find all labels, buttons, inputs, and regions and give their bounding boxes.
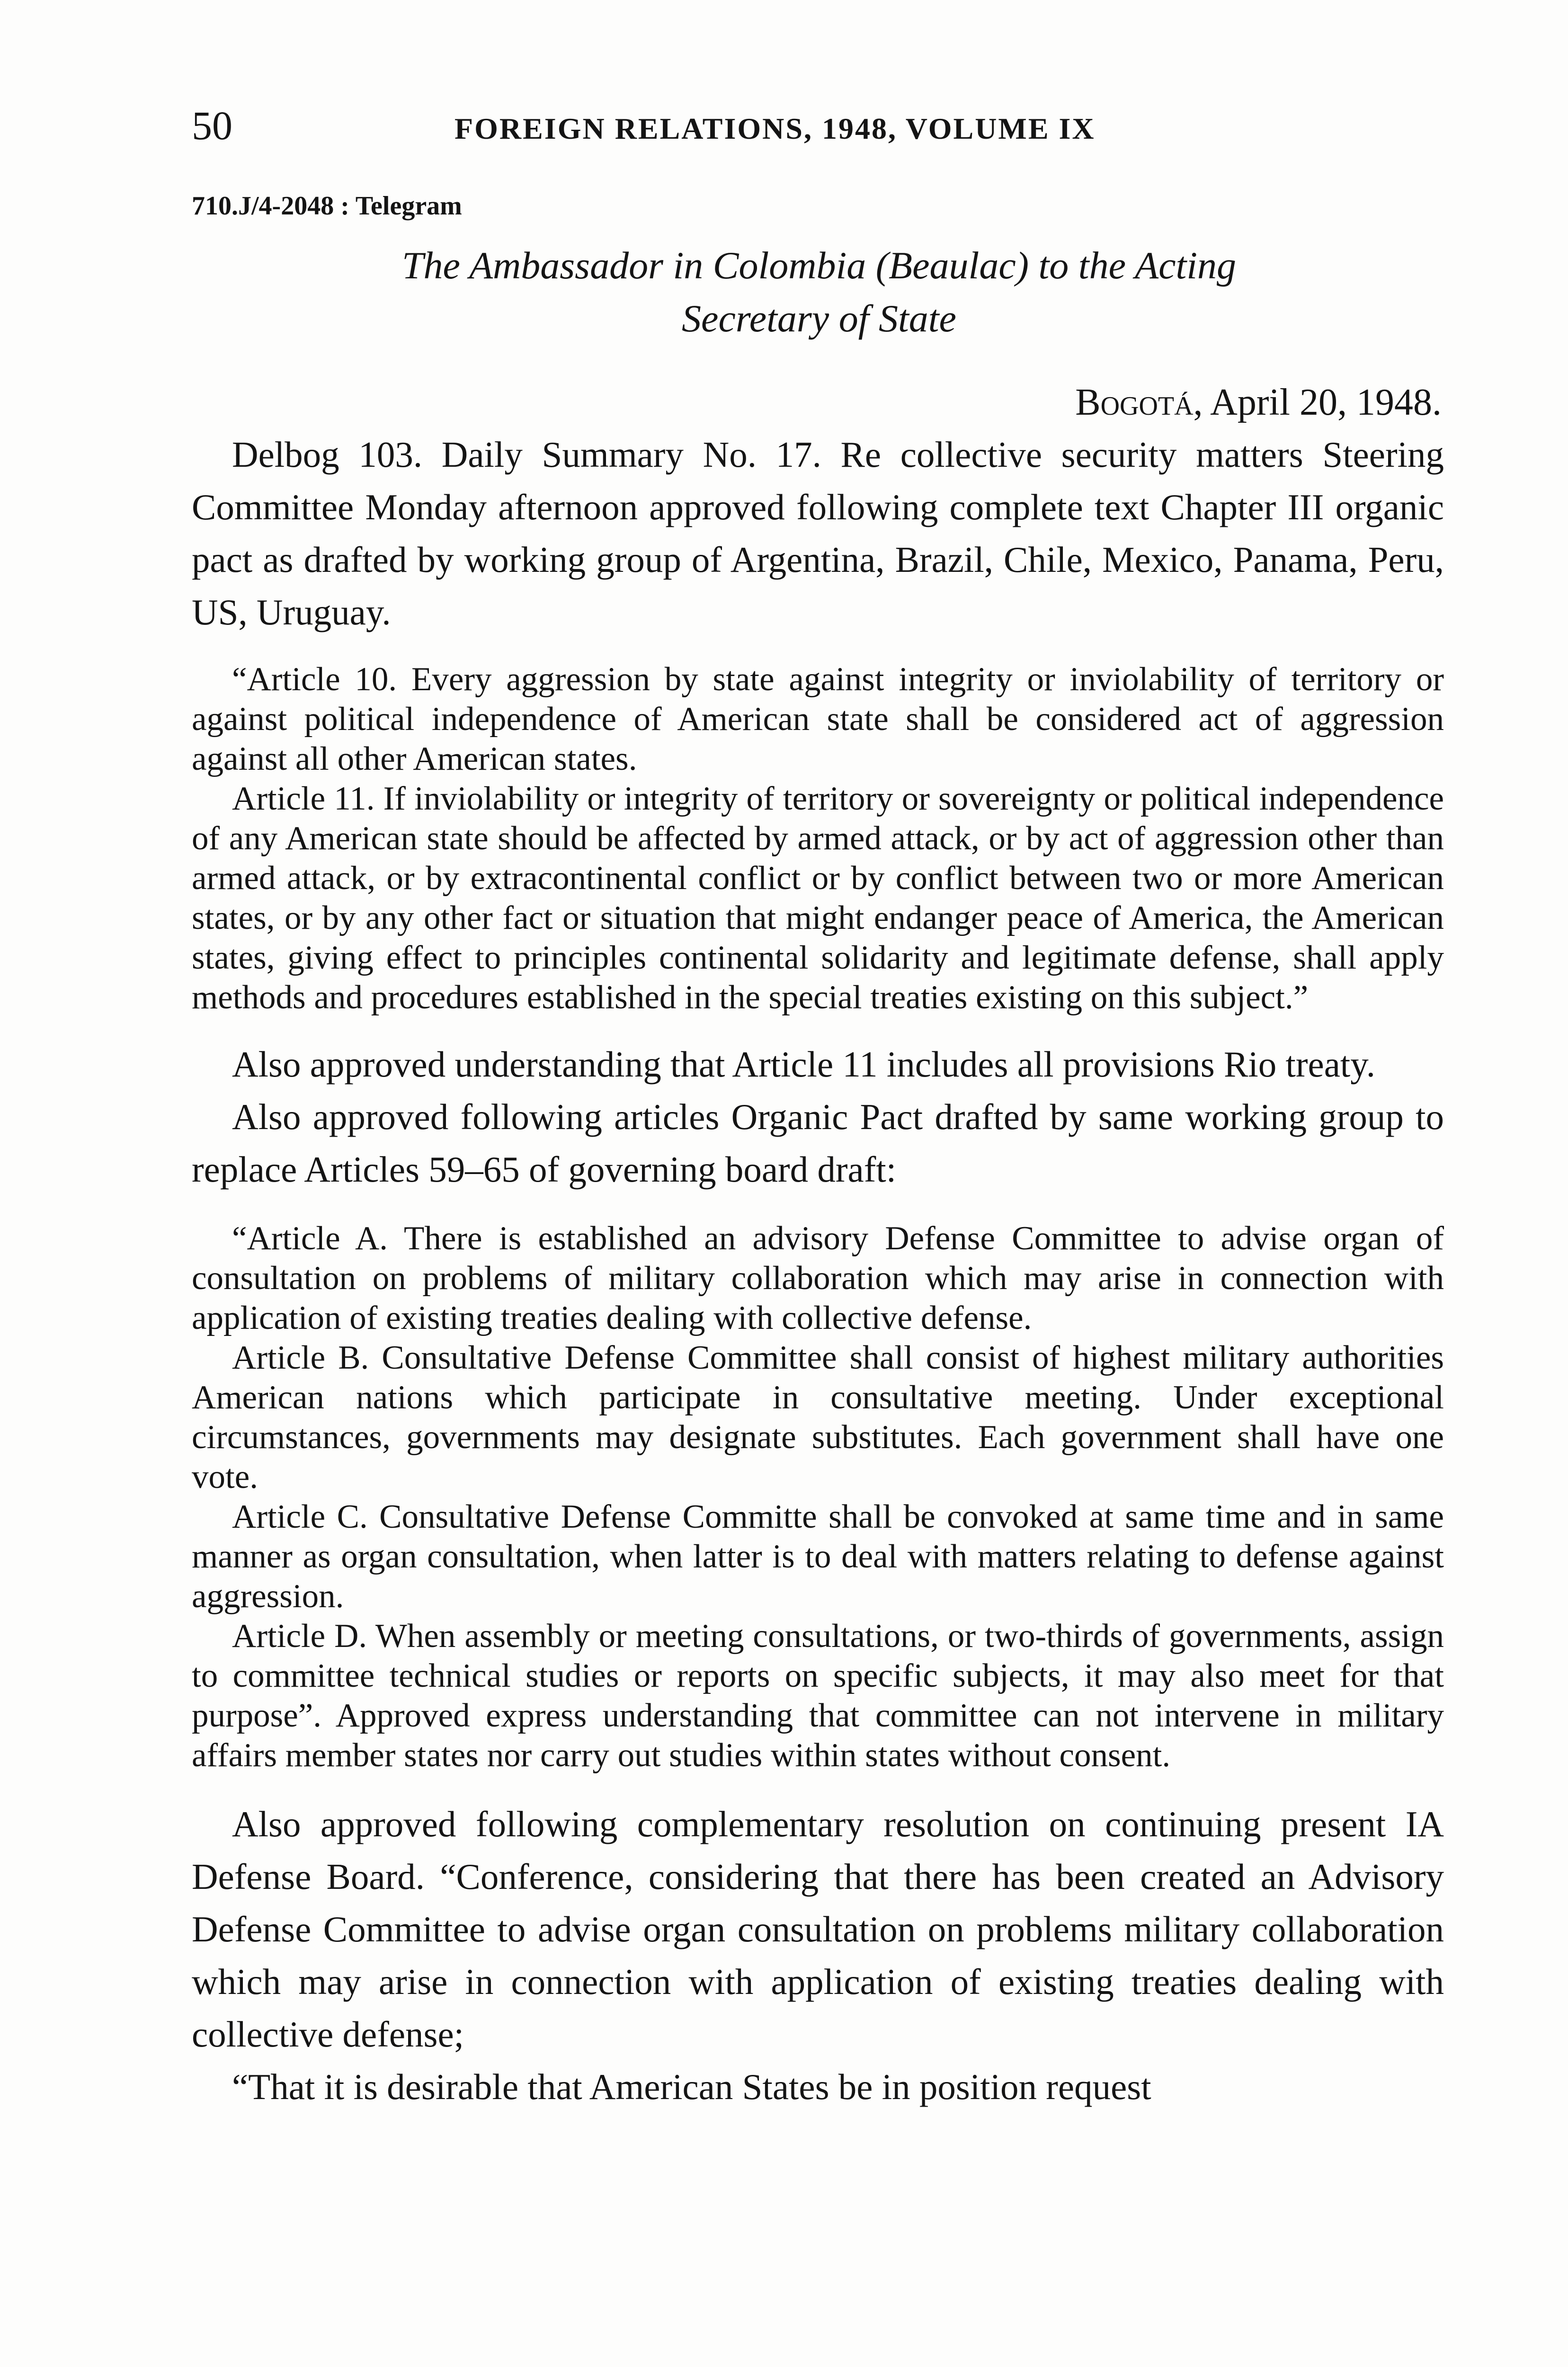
page-header xyxy=(192,102,1446,154)
article-10: “Article 10. Every aggression by state against integrity or inviolability of territory or against political independence of American state shall be considered act of aggression against all other American states. xyxy=(192,661,1444,777)
dateline xyxy=(192,376,1442,428)
article-d: Article D. When assembly or meeting consultations, or two-thirds of governments, assign to committee technical studies or reports on specific subjects, it may also meet for that purpose”. Approved express understanding that committee can not intervene in military affairs member states nor carry out studies within states without consent. xyxy=(192,1618,1444,1774)
paragraph-rio-treaty: Also approved understanding that Article 11 includes all provisions Rio treaty. xyxy=(232,1044,1376,1085)
telegram-body xyxy=(192,428,1444,2113)
dateline-place: Bogotá, xyxy=(1075,382,1203,423)
title-line-1: The Ambassador in Colombia (Beaulac) to the Acting xyxy=(401,244,1237,287)
paragraph-desirable: “That it is desirable that American States be in position request xyxy=(232,2066,1151,2107)
document-title xyxy=(192,239,1446,345)
page-number: 50 xyxy=(192,103,232,148)
paragraph-organic-pact: Also approved following articles Organic Pact drafted by same working group to replace Articles 59–65 of governing board draft: xyxy=(192,1096,1444,1190)
running-head: FOREIGN RELATIONS, 1948, VOLUME IX xyxy=(454,112,1096,145)
paragraph-resolution: Also approved following complementary resolution on continuing present IA Defense Board. “Conference, considering that there has been created an Advisory Defense Committee to advise organ consultation on problems military collaboration which may arise in connection with application of existing treaties dealing with collective defense; xyxy=(192,1804,1444,2055)
quoted-chapter-iii xyxy=(192,659,1444,1017)
dateline-date: April 20, 1948. xyxy=(1203,382,1442,423)
article-a: “Article A. There is established an advisory Defense Committee to advise organ of consultation on problems of military collaboration which may arise in connection with application of existing treaties dealing with collective defense. xyxy=(192,1220,1444,1336)
title-line-2: Secretary of State xyxy=(682,297,956,340)
article-c: Article C. Consultative Defense Committe shall be convoked at same time and in same manner as organ consultation, when latter is to deal with matters relating to defense against aggression. xyxy=(192,1498,1444,1615)
article-b: Article B. Consultative Defense Committee shall consist of highest military authorities American nations which participate in consultative meeting. Under exceptional circumstances, governments may designate substitutes. Each government shall have one vote. xyxy=(192,1339,1444,1495)
quoted-defense-articles xyxy=(192,1219,1444,1775)
article-11: Article 11. If inviolability or integrity of territory or sovereignty or political independence of any American state should be affected by armed attack, or by act of aggression other than armed attack, or by extracontinental conflict or by conflict between two or more American states, or by any other fact or situation that might endanger peace of America, the American states, giving effect to principles continental solidarity and legitimate defense, shall apply methods and procedures established in the special treaties existing on this subject.” xyxy=(192,780,1444,1016)
paragraph-delbog: Delbog 103. Daily Summary No. 17. Re collective security matters Steering Committee Monday afternoon approved following complete text Chapter III organic pact as drafted by working group of Argentina, Brazil, Chile, Mexico, Panama, Peru, US, Uruguay. xyxy=(192,434,1444,632)
file-reference: 710.J/4-2048 : Telegram xyxy=(192,191,462,221)
